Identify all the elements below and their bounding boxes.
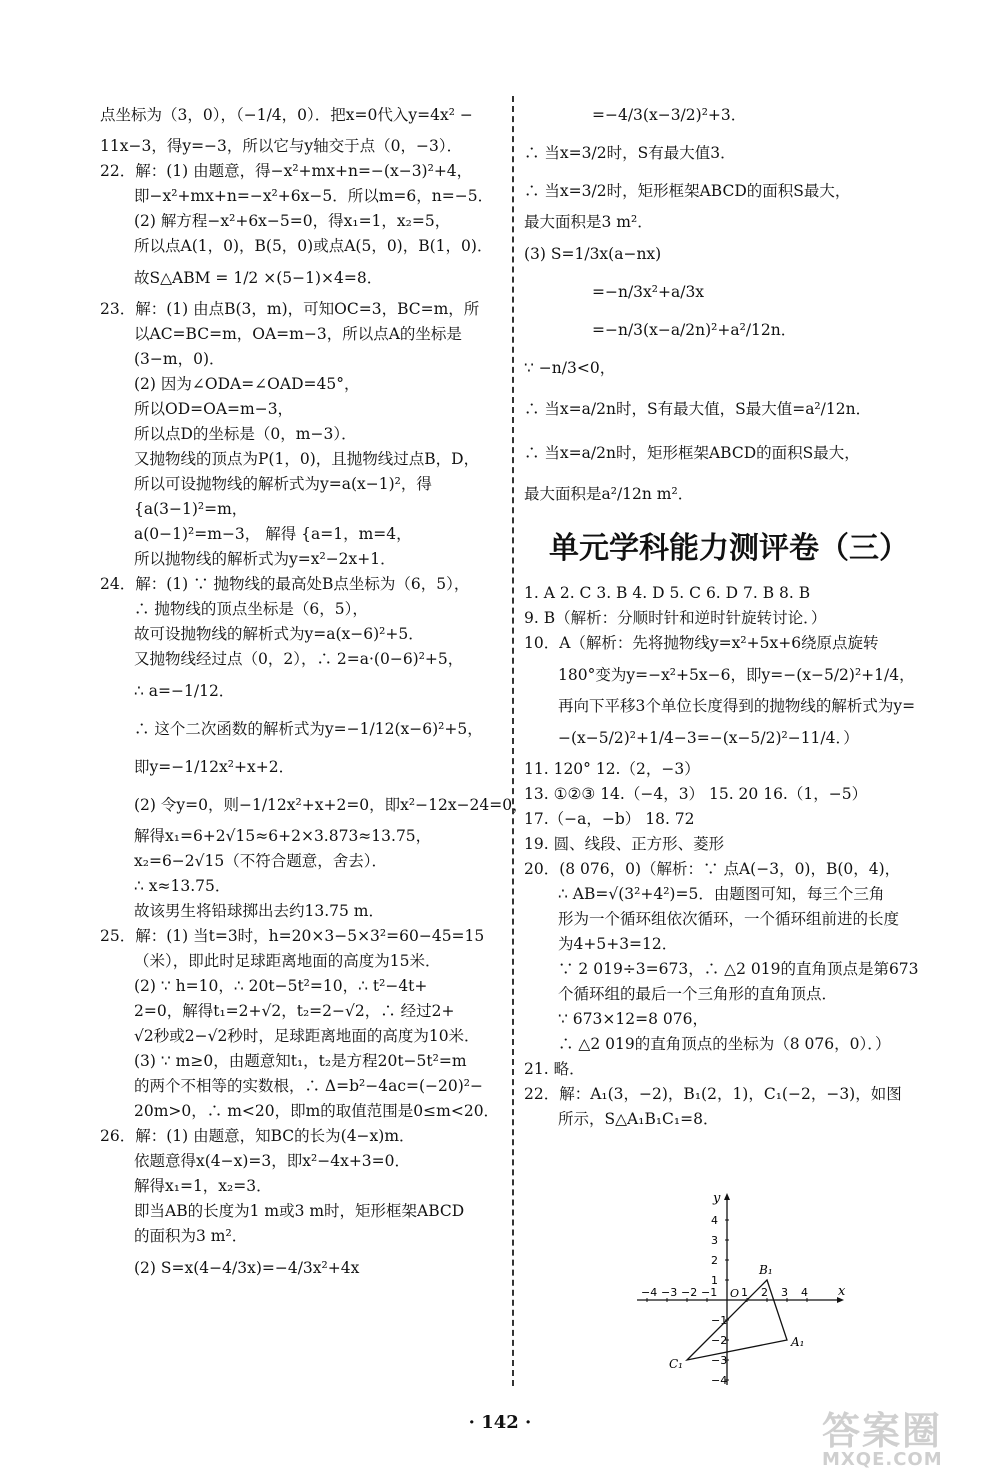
text-line: 即y=−1/12x²+x+2． <box>134 758 295 776</box>
x-tick-label: −1 <box>701 1286 718 1299</box>
section-title: 单元学科能力测评卷（三） <box>549 531 909 566</box>
text-line: 所以点A(1，0)，B(5，0)或点A(5，0)，B(1，0)． <box>134 237 493 255</box>
text-line: (2) 令y=0，则−1/12x²+x+2=0，即x²−12x−24=0， <box>134 796 528 814</box>
coordinate-figure <box>632 1190 852 1390</box>
text-line: 25．解：(1) 当t=3时，h=20×3−5×3²=60−45=15 <box>100 927 485 945</box>
text-line: √2秒或2−√2秒时，足球距离地面的高度为10米． <box>134 1027 480 1045</box>
x-axis-label: x <box>838 1284 846 1299</box>
text-line: (2) S=x(4−4/3x)=−4/3x²+4x <box>134 1259 360 1277</box>
answer-line: 10．A（解析：先将抛物线y=x²+5x+6绕原点旋转 <box>524 634 879 652</box>
answer-line: ∴ AB=√(3²+4²)=5．由题图可知，每三个三角 <box>558 885 885 903</box>
y-tick-label: −2 <box>711 1334 728 1347</box>
y-tick-label: −3 <box>711 1354 728 1367</box>
text-line: ∴ 这个二次函数的解析式为y=−1/12(x−6)²+5， <box>134 720 483 738</box>
text-line: 11x−3，得y=−3，所以它与y轴交于点（0，−3）． <box>100 137 463 155</box>
point-label: B₁ <box>759 1263 773 1277</box>
text-line: 故可设抛物线的解析式为y=a(x−6)²+5． <box>134 625 424 643</box>
text-line: (2) 解方程−x²+6x−5=0，得x₁=1，x₂=5， <box>134 212 451 230</box>
y-axis-label: y <box>713 1191 721 1206</box>
watermark-logo <box>822 1400 992 1470</box>
text-line: 的两个不相等的实数根，∴ Δ=b²−4ac=(−20)²− <box>134 1077 484 1095</box>
x-tick-label: −4 <box>641 1286 658 1299</box>
text-line: 2=0，解得t₁=2+√2，t₂=2−√2，∴ 经过2+ <box>134 1002 455 1020</box>
point-label: C₁ <box>669 1357 683 1371</box>
text-line: ∴ 当x=a/2n时，矩形框架ABCD的面积S最大， <box>524 444 860 462</box>
x-tick-label: −3 <box>661 1286 678 1299</box>
answer-line: 20．(8 076，0)（解析：∵ 点A(−3，0)，B(0，4)， <box>524 860 901 878</box>
text-line: ∴ 当x=a/2n时，S有最大值，S最大值=a²/12n． <box>524 400 872 418</box>
x-tick-label: 4 <box>801 1286 808 1299</box>
text-line: 所以抛物线的解析式为y=x²−2x+1． <box>134 550 396 568</box>
text-line: 20m>0，∴ m<20，即m的取值范围是0≤m<20． <box>134 1102 500 1120</box>
y-tick-label: 4 <box>711 1214 718 1227</box>
text-line: 故该男生将铅球掷出去约13.75 m． <box>134 902 384 920</box>
answer-line: 所示，S△A₁B₁C₁=8． <box>558 1110 719 1128</box>
answer-line: ∴ △2 019的直角顶点的坐标为（8 076，0）．） <box>558 1035 891 1053</box>
text-line: (2) ∵ h=10，∴ 20t−5t²=10，∴ t²−4t+ <box>134 977 428 995</box>
text-line: 解得x₁=6+2√15≈6+2×3.873≈13.75， <box>134 827 432 845</box>
answer-line: ∵ 673×12=8 076， <box>558 1010 708 1028</box>
text-line: 23．解：(1) 由点B(3，m)，可知OC=3，BC=m，所 <box>100 300 480 318</box>
point-label: A₁ <box>791 1335 805 1349</box>
text-line: （米），即此时足球距离地面的高度为15米． <box>134 952 441 970</box>
text-line: 依题意得x(4−x)=3，即x²−4x+3=0． <box>134 1152 411 1170</box>
text-line: 24．解：(1) ∵ 抛物线的最高处B点坐标为（6，5）， <box>100 575 470 593</box>
answer-line: 为4+5+3=12． <box>558 935 678 953</box>
answer-line: 19. 圆、线段、正方形、菱形 <box>524 835 725 853</box>
text-line: 所以可设抛物线的解析式为y=a(x−1)²，得 <box>134 475 432 493</box>
text-line: 22．解：(1) 由题意，得−x²+mx+n=−(x−3)²+4， <box>100 162 473 180</box>
text-line: ∴ 当x=3/2时，矩形框架ABCD的面积S最大， <box>524 182 851 200</box>
text-line: (3−m，0)． <box>134 350 225 368</box>
left-column <box>100 96 528 1287</box>
text-line: ∴ x≈13.75． <box>134 877 231 895</box>
text-line: 最大面积是a²/12n m²． <box>524 485 694 503</box>
text-line: 又抛物线的顶点为P(1，0)，且抛物线过点B，D， <box>134 450 480 468</box>
right-column <box>524 96 934 1132</box>
answer-line: 17.（−a，−b） 18. 72 <box>524 810 695 828</box>
text-line: ∵ −n/3<0， <box>524 359 616 377</box>
answer-line: 再向下平移3个单位长度得到的抛物线的解析式为y= <box>558 697 916 715</box>
y-tick-label: −1 <box>711 1314 728 1327</box>
text-line: 所以点D的坐标是（0，m−3）． <box>134 425 357 443</box>
watermark-text: 答案圈 <box>822 1409 943 1453</box>
text-line: 即当AB的长度为1 m或3 m时，矩形框架ABCD <box>134 1202 465 1220</box>
answer-line: 9. B（解析：分顺时针和逆时针旋转讨论．） <box>524 609 827 627</box>
text-line: =−n/3x²+a/3x <box>592 283 705 301</box>
text-line: 所以OD=OA=m−3， <box>134 400 294 418</box>
text-line: (3) S=1/3x(a−nx) <box>524 245 662 263</box>
text-line: 又抛物线经过点（0，2），∴ 2=a·(0−6)²+5， <box>134 650 464 668</box>
x-tick-label: 3 <box>781 1286 788 1299</box>
y-tick-label: −4 <box>711 1374 728 1387</box>
y-tick-label: 2 <box>711 1254 718 1267</box>
text-line: 最大面积是3 m²． <box>524 213 653 231</box>
y-tick-label: 3 <box>711 1234 718 1247</box>
column-divider <box>512 96 514 1386</box>
text-line: x₂=6−2√15（不符合题意，舍去）． <box>134 852 388 870</box>
y-axis-arrow <box>724 1193 730 1200</box>
text-line: 点坐标为（3，0），（−1/4，0）．把x=0代入y=4x² − <box>100 106 473 124</box>
text-line: =−4/3(x−3/2)²+3． <box>592 106 747 124</box>
answer-line: 13. ①②③ 14.（−4，3） 15. 20 16.（1，−5） <box>524 785 868 803</box>
text-line: ∴ 当x=3/2时，S有最大值3． <box>524 144 736 162</box>
text-line: 故S△ABM = 1/2 ×(5−1)×4=8． <box>134 269 383 287</box>
answer-line: 1. A 2. C 3. B 4. D 5. C 6. D 7. B 8. B <box>524 584 811 602</box>
text-line: ∴ a=−1/12． <box>134 682 235 700</box>
text-line: (3) ∵ m≥0，由题意知t₁，t₂是方程20t−5t²=m <box>134 1052 467 1070</box>
text-line: 的面积为3 m²． <box>134 1227 248 1245</box>
text-line: {a(3−1)²=m， <box>134 500 248 518</box>
figure-triangle <box>669 1263 804 1371</box>
x-tick-label: −2 <box>681 1286 698 1299</box>
answer-line: 个循环组的最后一个三角形的直角顶点． <box>558 985 838 1003</box>
page-number: · 142 · <box>468 1412 532 1433</box>
origin-label: O <box>730 1287 740 1300</box>
x-tick-label: 2 <box>761 1286 768 1299</box>
x-tick-label: 1 <box>741 1286 748 1299</box>
text-line: ∴ 抛物线的顶点坐标是（6，5）， <box>134 600 368 618</box>
text-line: 以AC=BC=m，OA=m−3，所以点A的坐标是 <box>134 325 462 343</box>
answer-line: 21. 略． <box>524 1060 585 1078</box>
text-line: a(0−1)²=m−3， 解得 {a=1，m=4， <box>134 525 412 543</box>
text-line: 26．解：(1) 由题意，知BC的长为(4−x)m． <box>100 1127 415 1145</box>
watermark-url: MXQE.COM <box>822 1449 943 1470</box>
answer-line: ∵ 2 019÷3=673，∴ △2 019的直角顶点是第673 <box>558 960 919 978</box>
answer-line: 形为一个循环组依次循环，一个循环组前进的长度 <box>558 910 900 928</box>
text-line: =−n/3(x−a/2n)²+a²/12n． <box>592 321 797 339</box>
y-tick-label: 1 <box>711 1274 718 1287</box>
text-line: 解得x₁=1，x₂=3． <box>134 1177 272 1195</box>
text-line: 即−x²+mx+n=−x²+6x−5．所以m=6，n=−5． <box>134 187 494 205</box>
answer-line: 22．解：A₁(3，−2)，B₁(2，1)，C₁(−2，−3)，如图 <box>524 1085 902 1103</box>
answer-line: 180°变为y=−x²+5x−6，即y=−(x−5/2)²+1/4， <box>558 666 915 684</box>
text-line: (2) 因为∠ODA=∠OAD=45°， <box>134 375 360 393</box>
answer-line: −(x−5/2)²+1/4−3=−(x−5/2)²−11/4．） <box>558 729 859 747</box>
answer-line: 11. 120° 12.（2，−3） <box>524 760 700 778</box>
